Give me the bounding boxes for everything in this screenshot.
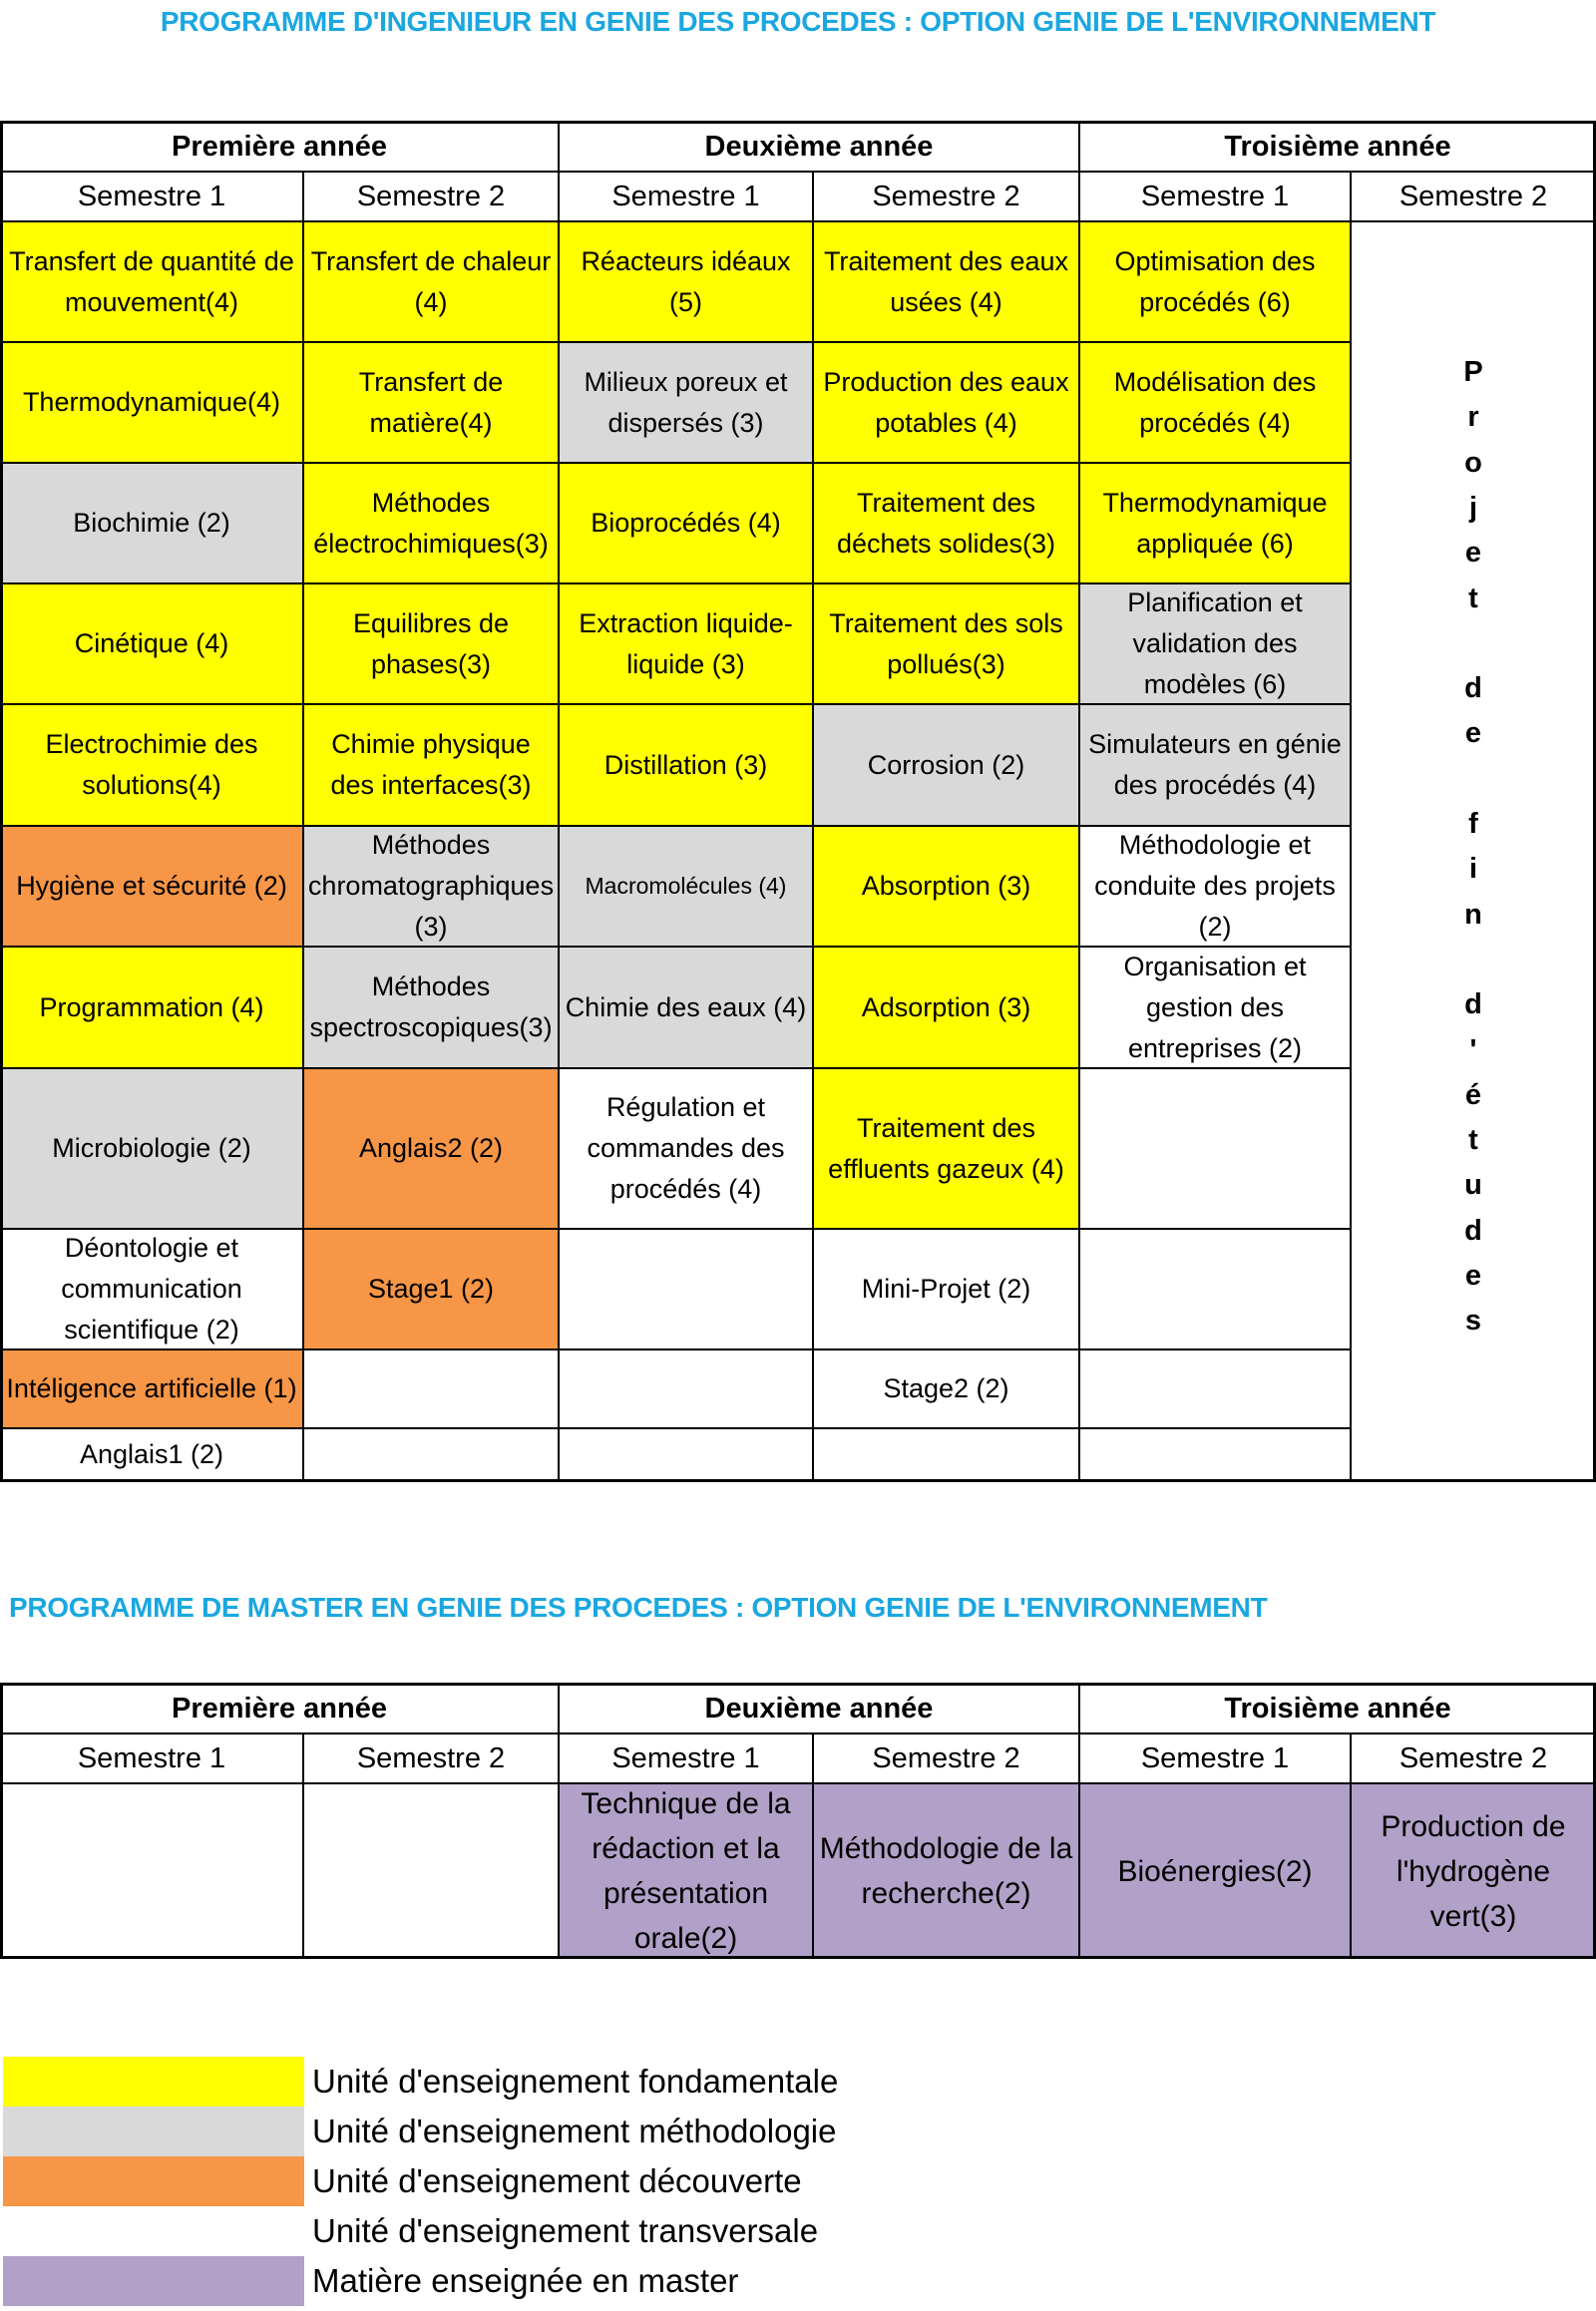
course-cell: Méthodes spectroscopiques(3) [303, 947, 559, 1068]
final-project-letter: P [1463, 356, 1483, 388]
year-header-2: Deuxième année [559, 122, 1079, 172]
engineering-title: PROGRAMME D'INGENIEUR EN GENIE DES PROCEDES : OPTION GENIE DE L'ENVIRONNEMENT [160, 6, 1436, 37]
final-project-letter: e [1464, 1260, 1482, 1292]
semester-header: Semestre 1 [0, 172, 303, 221]
final-project-letter: o [1464, 446, 1482, 479]
final-project-letter: d [1464, 1214, 1482, 1247]
year-header-3: Troisième année [1079, 1684, 1596, 1733]
year-header-1: Première année [0, 1684, 559, 1733]
course-cell: Extraction liquide-liquide (3) [559, 583, 813, 704]
course-cell: Méthodes chromatographiques (3) [303, 826, 559, 947]
final-project-letter: r [1467, 401, 1479, 434]
semester-header: Semestre 1 [1079, 1733, 1351, 1783]
semester-header: Semestre 2 [303, 1733, 559, 1783]
course-cell: Bioénergies(2) [1079, 1783, 1351, 1959]
course-cell: Chimie physique des interfaces(3) [303, 704, 559, 826]
legend-label: Unité d'enseignement découverte [312, 2162, 802, 2199]
course-cell: Bioprocédés (4) [559, 463, 813, 583]
master-title: PROGRAMME DE MASTER EN GENIE DES PROCEDES : OPTION GENIE DE L'ENVIRONNEMENT [9, 1592, 1268, 1623]
empty-cell [813, 1428, 1079, 1481]
legend-swatch [3, 2206, 304, 2256]
year-header-1: Première année [0, 122, 559, 172]
final-project-letter: e [1464, 717, 1482, 750]
final-project-letter: n [1464, 898, 1482, 931]
semester-header: Semestre 2 [813, 172, 1079, 221]
semester-header: Semestre 2 [303, 172, 559, 221]
legend-label: Unité d'enseignement transversale [312, 2212, 819, 2249]
course-cell: Intéligence artificielle (1) [0, 1349, 303, 1428]
year-header-2: Deuxième année [559, 1684, 1079, 1733]
course-cell: Equilibres de phases(3) [303, 583, 559, 704]
semester-header: Semestre 2 [813, 1733, 1079, 1783]
final-project-letter: i [1468, 853, 1478, 886]
empty-cell [1079, 1349, 1351, 1428]
course-cell: Transfert de matière(4) [303, 342, 559, 463]
final-project-letter: t [1468, 581, 1478, 614]
final-project-letter: u [1464, 1169, 1482, 1202]
empty-cell [1079, 1428, 1351, 1481]
semester-header: Semestre 1 [559, 172, 813, 221]
semester-header: Semestre 1 [0, 1733, 303, 1783]
legend-swatch [3, 2107, 304, 2156]
course-cell: Transfert de chaleur (4) [303, 221, 559, 342]
semester-header: Semestre 2 [1351, 172, 1596, 221]
legend-label: Unité d'enseignement méthodologie [312, 2113, 837, 2149]
course-cell: Mini-Projet (2) [813, 1229, 1079, 1349]
course-cell: Simulateurs en génie des procédés (4) [1079, 704, 1351, 826]
course-cell: Régulation et commandes des procédés (4) [559, 1068, 813, 1229]
legend-label: Matière enseignée en master [312, 2262, 739, 2299]
course-cell: Adsorption (3) [813, 947, 1079, 1068]
course-cell: Méthodologie et conduite des projets (2) [1079, 826, 1351, 947]
final-project-letter: e [1464, 537, 1482, 570]
course-cell: Chimie des eaux (4) [559, 947, 813, 1068]
final-project-letter: t [1468, 1124, 1478, 1157]
empty-cell [1079, 1068, 1351, 1229]
semester-header: Semestre 2 [1351, 1733, 1596, 1783]
semester-header: Semestre 1 [1079, 172, 1351, 221]
course-cell: Traitement des déchets solides(3) [813, 463, 1079, 583]
course-cell: Anglais1 (2) [0, 1428, 303, 1481]
legend-swatch [3, 2057, 304, 2107]
course-cell: Programmation (4) [0, 947, 303, 1068]
semester-header: Semestre 1 [559, 1733, 813, 1783]
course-cell: Cinétique (4) [0, 583, 303, 704]
final-project-cell [1351, 221, 1596, 1481]
final-project-letter: é [1464, 1078, 1482, 1111]
course-cell: Méthodologie de la recherche(2) [813, 1783, 1079, 1959]
course-cell: Absorption (3) [813, 826, 1079, 947]
course-cell: Modélisation des procédés (4) [1079, 342, 1351, 463]
empty-cell [303, 1783, 559, 1959]
course-cell: Stage1 (2) [303, 1229, 559, 1349]
final-project-letter: ' [1469, 1033, 1477, 1066]
course-cell: Organisation et gestion des entreprises (2) [1079, 947, 1351, 1068]
course-cell: Biochimie (2) [0, 463, 303, 583]
final-project-letter: d [1464, 988, 1482, 1021]
course-cell: Méthodes électrochimiques(3) [303, 463, 559, 583]
empty-cell [559, 1229, 813, 1349]
course-cell: Distillation (3) [559, 704, 813, 826]
course-cell: Milieux poreux et dispersés (3) [559, 342, 813, 463]
course-cell: Microbiologie (2) [0, 1068, 303, 1229]
course-cell: Réacteurs idéaux (5) [559, 221, 813, 342]
course-cell: Traitement des effluents gazeux (4) [813, 1068, 1079, 1229]
legend-label: Unité d'enseignement fondamentale [312, 2063, 839, 2100]
year-header-3: Troisième année [1079, 122, 1596, 172]
course-cell: Electrochimie des solutions(4) [0, 704, 303, 826]
course-cell: Production des eaux potables (4) [813, 342, 1079, 463]
course-cell: Thermodynamique(4) [0, 342, 303, 463]
course-cell: Technique de la rédaction et la présentation orale(2) [559, 1783, 813, 1959]
course-cell: Thermodynamique appliquée (6) [1079, 463, 1351, 583]
legend-swatch [3, 2256, 304, 2306]
course-cell: Déontologie et communication scientifique (2) [0, 1229, 303, 1349]
course-cell: Traitement des eaux usées (4) [813, 221, 1079, 342]
course-cell: Traitement des sols pollués(3) [813, 583, 1079, 704]
course-cell: Corrosion (2) [813, 704, 1079, 826]
course-cell: Hygiène et sécurité (2) [0, 826, 303, 947]
course-cell: Production de l'hydrogène vert(3) [1351, 1783, 1596, 1959]
course-cell: Macromolécules (4) [559, 826, 813, 947]
course-cell: Stage2 (2) [813, 1349, 1079, 1428]
course-cell: Optimisation des procédés (6) [1079, 221, 1351, 342]
course-cell: Anglais2 (2) [303, 1068, 559, 1229]
empty-cell [559, 1428, 813, 1481]
empty-cell [0, 1783, 303, 1959]
course-cell: Transfert de quantité de mouvement(4) [0, 221, 303, 342]
empty-cell [559, 1349, 813, 1428]
empty-cell [1079, 1229, 1351, 1349]
final-project-letter: j [1468, 491, 1478, 524]
final-project-letter: d [1464, 672, 1482, 705]
empty-cell [303, 1428, 559, 1481]
empty-cell [303, 1349, 559, 1428]
final-project-letter: s [1464, 1305, 1482, 1338]
legend-swatch [3, 2156, 304, 2206]
final-project-letter: f [1468, 808, 1478, 840]
course-cell: Planification et validation des modèles (6) [1079, 583, 1351, 704]
